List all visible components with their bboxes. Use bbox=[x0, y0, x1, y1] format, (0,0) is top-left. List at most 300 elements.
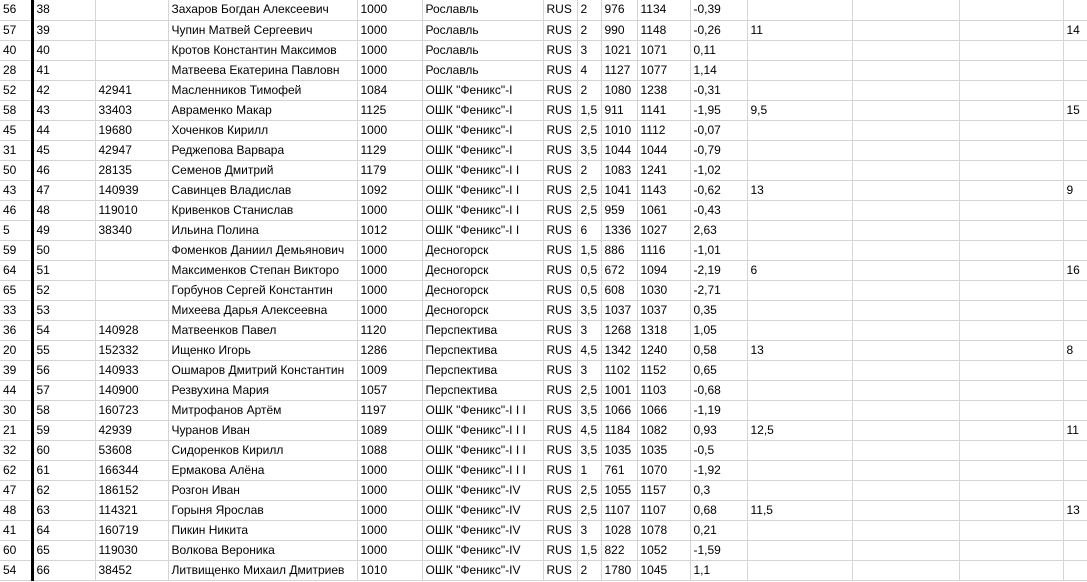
cell-col-blank-1[interactable] bbox=[852, 220, 959, 240]
cell-col-change[interactable]: 1,14 bbox=[690, 60, 747, 80]
cell-col-change[interactable]: -0,68 bbox=[690, 380, 747, 400]
cell-col-team-place[interactable] bbox=[1063, 0, 1087, 20]
cell-col-rating[interactable]: 1000 bbox=[357, 540, 422, 560]
cell-col-new-rating[interactable]: 1134 bbox=[637, 0, 690, 20]
cell-col-perf[interactable]: 1336 bbox=[601, 220, 637, 240]
cell-col-id[interactable]: 42939 bbox=[95, 420, 168, 440]
cell-col-team-place[interactable] bbox=[1063, 380, 1087, 400]
cell-col-blank-1[interactable] bbox=[852, 340, 959, 360]
cell-col-start-rank[interactable]: 48 bbox=[0, 500, 32, 520]
cell-col-country[interactable]: RUS bbox=[543, 20, 577, 40]
cell-col-name[interactable]: Волкова Вероника bbox=[168, 540, 357, 560]
cell-col-name[interactable]: Хоченков Кирилл bbox=[168, 120, 357, 140]
cell-col-new-rating[interactable]: 1241 bbox=[637, 160, 690, 180]
cell-col-points[interactable]: 3 bbox=[577, 360, 601, 380]
cell-col-country[interactable]: RUS bbox=[543, 0, 577, 20]
cell-col-team-place[interactable] bbox=[1063, 440, 1087, 460]
cell-col-team-place[interactable]: 8 bbox=[1063, 340, 1087, 360]
cell-col-team[interactable]: ОШК "Феникс"-I bbox=[422, 120, 543, 140]
cell-col-id[interactable]: 160719 bbox=[95, 520, 168, 540]
cell-col-change[interactable]: 0,93 bbox=[690, 420, 747, 440]
cell-col-new-rating[interactable]: 1078 bbox=[637, 520, 690, 540]
cell-col-rating[interactable]: 1000 bbox=[357, 520, 422, 540]
cell-col-points[interactable]: 4 bbox=[577, 60, 601, 80]
cell-col-blank-1[interactable] bbox=[852, 480, 959, 500]
cell-col-new-rating[interactable]: 1103 bbox=[637, 380, 690, 400]
cell-col-team-score[interactable] bbox=[747, 460, 852, 480]
cell-col-start-rank[interactable]: 41 bbox=[0, 520, 32, 540]
cell-col-points[interactable]: 2,5 bbox=[577, 180, 601, 200]
cell-col-name[interactable]: Чуранов Иван bbox=[168, 420, 357, 440]
cell-col-perf[interactable]: 1066 bbox=[601, 400, 637, 420]
cell-col-number[interactable]: 54 bbox=[32, 320, 95, 340]
cell-col-perf[interactable]: 822 bbox=[601, 540, 637, 560]
cell-col-blank-1[interactable] bbox=[852, 320, 959, 340]
cell-col-new-rating[interactable]: 1240 bbox=[637, 340, 690, 360]
cell-col-start-rank[interactable]: 54 bbox=[0, 560, 32, 580]
cell-col-team[interactable]: Перспектива bbox=[422, 320, 543, 340]
cell-col-blank-2[interactable] bbox=[959, 540, 1063, 560]
cell-col-points[interactable]: 3,5 bbox=[577, 300, 601, 320]
cell-col-perf[interactable]: 1028 bbox=[601, 520, 637, 540]
cell-col-name[interactable]: Максименков Степан Викторо bbox=[168, 260, 357, 280]
cell-col-country[interactable]: RUS bbox=[543, 100, 577, 120]
cell-col-team-place[interactable] bbox=[1063, 360, 1087, 380]
cell-col-name[interactable]: Ильина Полина bbox=[168, 220, 357, 240]
cell-col-points[interactable]: 2 bbox=[577, 0, 601, 20]
cell-col-change[interactable]: -0,5 bbox=[690, 440, 747, 460]
cell-col-team[interactable]: Перспектива bbox=[422, 340, 543, 360]
cell-col-blank-1[interactable] bbox=[852, 360, 959, 380]
cell-col-perf[interactable]: 886 bbox=[601, 240, 637, 260]
cell-col-id[interactable]: 160723 bbox=[95, 400, 168, 420]
cell-col-change[interactable]: -1,19 bbox=[690, 400, 747, 420]
cell-col-new-rating[interactable]: 1071 bbox=[637, 40, 690, 60]
cell-col-new-rating[interactable]: 1148 bbox=[637, 20, 690, 40]
cell-col-perf[interactable]: 1107 bbox=[601, 500, 637, 520]
cell-col-points[interactable]: 1 bbox=[577, 460, 601, 480]
cell-col-blank-2[interactable] bbox=[959, 340, 1063, 360]
cell-col-team-score[interactable]: 11 bbox=[747, 20, 852, 40]
cell-col-team-score[interactable] bbox=[747, 380, 852, 400]
cell-col-team[interactable]: ОШК "Феникс"-I bbox=[422, 100, 543, 120]
cell-col-country[interactable]: RUS bbox=[543, 560, 577, 580]
cell-col-country[interactable]: RUS bbox=[543, 120, 577, 140]
cell-col-change[interactable]: -1,02 bbox=[690, 160, 747, 180]
cell-col-country[interactable]: RUS bbox=[543, 60, 577, 80]
cell-col-perf[interactable]: 1780 bbox=[601, 560, 637, 580]
cell-col-team-score[interactable]: 12,5 bbox=[747, 420, 852, 440]
cell-col-new-rating[interactable]: 1052 bbox=[637, 540, 690, 560]
cell-col-rating[interactable]: 1012 bbox=[357, 220, 422, 240]
cell-col-id[interactable]: 53608 bbox=[95, 440, 168, 460]
cell-col-country[interactable]: RUS bbox=[543, 300, 577, 320]
cell-col-number[interactable]: 38 bbox=[32, 0, 95, 20]
cell-col-perf[interactable]: 1083 bbox=[601, 160, 637, 180]
cell-col-start-rank[interactable]: 43 bbox=[0, 180, 32, 200]
cell-col-change[interactable]: 2,63 bbox=[690, 220, 747, 240]
cell-col-points[interactable]: 2 bbox=[577, 160, 601, 180]
cell-col-blank-2[interactable] bbox=[959, 0, 1063, 20]
cell-col-start-rank[interactable]: 56 bbox=[0, 0, 32, 20]
cell-col-blank-1[interactable] bbox=[852, 40, 959, 60]
cell-col-team-place[interactable]: 15 bbox=[1063, 100, 1087, 120]
cell-col-points[interactable]: 3 bbox=[577, 520, 601, 540]
cell-col-blank-2[interactable] bbox=[959, 100, 1063, 120]
cell-col-team-place[interactable]: 13 bbox=[1063, 500, 1087, 520]
cell-col-rating[interactable]: 1088 bbox=[357, 440, 422, 460]
cell-col-points[interactable]: 2,5 bbox=[577, 380, 601, 400]
cell-col-country[interactable]: RUS bbox=[543, 280, 577, 300]
cell-col-blank-2[interactable] bbox=[959, 120, 1063, 140]
cell-col-blank-1[interactable] bbox=[852, 0, 959, 20]
cell-col-new-rating[interactable]: 1045 bbox=[637, 560, 690, 580]
cell-col-blank-1[interactable] bbox=[852, 140, 959, 160]
cell-col-number[interactable]: 61 bbox=[32, 460, 95, 480]
cell-col-perf[interactable]: 1001 bbox=[601, 380, 637, 400]
cell-col-number[interactable]: 43 bbox=[32, 100, 95, 120]
cell-col-team-score[interactable] bbox=[747, 560, 852, 580]
cell-col-change[interactable]: 0,35 bbox=[690, 300, 747, 320]
cell-col-name[interactable]: Кривенков Станислав bbox=[168, 200, 357, 220]
cell-col-start-rank[interactable]: 50 bbox=[0, 160, 32, 180]
cell-col-team-place[interactable]: 16 bbox=[1063, 260, 1087, 280]
cell-col-team-score[interactable] bbox=[747, 480, 852, 500]
cell-col-name[interactable]: Савинцев Владислав bbox=[168, 180, 357, 200]
cell-col-team[interactable]: Десногорск bbox=[422, 300, 543, 320]
cell-col-start-rank[interactable]: 21 bbox=[0, 420, 32, 440]
cell-col-number[interactable]: 58 bbox=[32, 400, 95, 420]
cell-col-id[interactable] bbox=[95, 20, 168, 40]
cell-col-number[interactable]: 55 bbox=[32, 340, 95, 360]
cell-col-new-rating[interactable]: 1061 bbox=[637, 200, 690, 220]
cell-col-number[interactable]: 41 bbox=[32, 60, 95, 80]
cell-col-perf[interactable]: 911 bbox=[601, 100, 637, 120]
cell-col-perf[interactable]: 990 bbox=[601, 20, 637, 40]
cell-col-blank-2[interactable] bbox=[959, 260, 1063, 280]
cell-col-number[interactable]: 57 bbox=[32, 380, 95, 400]
cell-col-blank-1[interactable] bbox=[852, 520, 959, 540]
cell-col-new-rating[interactable]: 1141 bbox=[637, 100, 690, 120]
cell-col-change[interactable]: -1,92 bbox=[690, 460, 747, 480]
cell-col-number[interactable]: 47 bbox=[32, 180, 95, 200]
cell-col-country[interactable]: RUS bbox=[543, 160, 577, 180]
cell-col-id[interactable]: 28135 bbox=[95, 160, 168, 180]
cell-col-country[interactable]: RUS bbox=[543, 360, 577, 380]
cell-col-team-score[interactable] bbox=[747, 160, 852, 180]
cell-col-name[interactable]: Резвухина Мария bbox=[168, 380, 357, 400]
cell-col-blank-2[interactable] bbox=[959, 20, 1063, 40]
cell-col-team-place[interactable] bbox=[1063, 560, 1087, 580]
cell-col-rating[interactable]: 1120 bbox=[357, 320, 422, 340]
cell-col-name[interactable]: Захаров Богдан Алексеевич bbox=[168, 0, 357, 20]
cell-col-start-rank[interactable]: 62 bbox=[0, 460, 32, 480]
cell-col-change[interactable]: -0,79 bbox=[690, 140, 747, 160]
cell-col-blank-1[interactable] bbox=[852, 440, 959, 460]
cell-col-rating[interactable]: 1000 bbox=[357, 0, 422, 20]
cell-col-team-place[interactable] bbox=[1063, 480, 1087, 500]
cell-col-new-rating[interactable]: 1077 bbox=[637, 60, 690, 80]
cell-col-change[interactable]: 1,1 bbox=[690, 560, 747, 580]
cell-col-blank-2[interactable] bbox=[959, 420, 1063, 440]
cell-col-blank-1[interactable] bbox=[852, 20, 959, 40]
cell-col-team-score[interactable] bbox=[747, 240, 852, 260]
cell-col-team-score[interactable]: 6 bbox=[747, 260, 852, 280]
cell-col-points[interactable]: 6 bbox=[577, 220, 601, 240]
cell-col-rating[interactable]: 1000 bbox=[357, 240, 422, 260]
cell-col-country[interactable]: RUS bbox=[543, 380, 577, 400]
cell-col-perf[interactable]: 1010 bbox=[601, 120, 637, 140]
cell-col-blank-1[interactable] bbox=[852, 120, 959, 140]
cell-col-id[interactable]: 42947 bbox=[95, 140, 168, 160]
cell-col-id[interactable]: 19680 bbox=[95, 120, 168, 140]
cell-col-name[interactable]: Авраменко Макар bbox=[168, 100, 357, 120]
cell-col-blank-2[interactable] bbox=[959, 220, 1063, 240]
cell-col-team[interactable]: Рославль bbox=[422, 20, 543, 40]
cell-col-change[interactable]: -0,07 bbox=[690, 120, 747, 140]
cell-col-team[interactable]: ОШК "Феникс"-I I bbox=[422, 200, 543, 220]
cell-col-team[interactable]: ОШК "Феникс"-I I I bbox=[422, 420, 543, 440]
cell-col-team[interactable]: ОШК "Феникс"-I bbox=[422, 80, 543, 100]
cell-col-country[interactable]: RUS bbox=[543, 400, 577, 420]
cell-col-team-score[interactable] bbox=[747, 200, 852, 220]
cell-col-start-rank[interactable]: 57 bbox=[0, 20, 32, 40]
cell-col-change[interactable]: -0,39 bbox=[690, 0, 747, 20]
cell-col-new-rating[interactable]: 1030 bbox=[637, 280, 690, 300]
cell-col-team-place[interactable]: 11 bbox=[1063, 420, 1087, 440]
cell-col-rating[interactable]: 1000 bbox=[357, 200, 422, 220]
cell-col-blank-2[interactable] bbox=[959, 140, 1063, 160]
cell-col-blank-2[interactable] bbox=[959, 180, 1063, 200]
cell-col-team-score[interactable] bbox=[747, 40, 852, 60]
cell-col-team[interactable]: ОШК "Феникс"-I I bbox=[422, 160, 543, 180]
cell-col-rating[interactable]: 1000 bbox=[357, 480, 422, 500]
cell-col-team-score[interactable]: 9,5 bbox=[747, 100, 852, 120]
cell-col-team[interactable]: ОШК "Феникс"-I I bbox=[422, 180, 543, 200]
cell-col-team[interactable]: Перспектива bbox=[422, 380, 543, 400]
cell-col-perf[interactable]: 1035 bbox=[601, 440, 637, 460]
cell-col-rating[interactable]: 1000 bbox=[357, 300, 422, 320]
cell-col-change[interactable]: 0,3 bbox=[690, 480, 747, 500]
cell-col-blank-1[interactable] bbox=[852, 560, 959, 580]
cell-col-start-rank[interactable]: 5 bbox=[0, 220, 32, 240]
cell-col-points[interactable]: 2,5 bbox=[577, 480, 601, 500]
cell-col-country[interactable]: RUS bbox=[543, 140, 577, 160]
cell-col-new-rating[interactable]: 1082 bbox=[637, 420, 690, 440]
cell-col-perf[interactable]: 1127 bbox=[601, 60, 637, 80]
cell-col-rating[interactable]: 1009 bbox=[357, 360, 422, 380]
cell-col-points[interactable]: 2 bbox=[577, 20, 601, 40]
cell-col-team[interactable]: ОШК "Феникс"-I bbox=[422, 140, 543, 160]
cell-col-rating[interactable]: 1000 bbox=[357, 500, 422, 520]
cell-col-number[interactable]: 53 bbox=[32, 300, 95, 320]
cell-col-name[interactable]: Сидоренков Кирилл bbox=[168, 440, 357, 460]
cell-col-blank-2[interactable] bbox=[959, 200, 1063, 220]
cell-col-perf[interactable]: 761 bbox=[601, 460, 637, 480]
cell-col-number[interactable]: 50 bbox=[32, 240, 95, 260]
cell-col-id[interactable]: 33403 bbox=[95, 100, 168, 120]
cell-col-start-rank[interactable]: 33 bbox=[0, 300, 32, 320]
cell-col-team[interactable]: ОШК "Феникс"-IV bbox=[422, 540, 543, 560]
cell-col-blank-2[interactable] bbox=[959, 560, 1063, 580]
cell-col-blank-2[interactable] bbox=[959, 480, 1063, 500]
cell-col-change[interactable]: -2,19 bbox=[690, 260, 747, 280]
cell-col-points[interactable]: 3,5 bbox=[577, 140, 601, 160]
cell-col-rating[interactable]: 1000 bbox=[357, 60, 422, 80]
cell-col-country[interactable]: RUS bbox=[543, 80, 577, 100]
cell-col-team-place[interactable] bbox=[1063, 400, 1087, 420]
cell-col-country[interactable]: RUS bbox=[543, 520, 577, 540]
cell-col-name[interactable]: Ищенко Игорь bbox=[168, 340, 357, 360]
cell-col-change[interactable]: -1,01 bbox=[690, 240, 747, 260]
cell-col-id[interactable] bbox=[95, 60, 168, 80]
cell-col-change[interactable]: -0,43 bbox=[690, 200, 747, 220]
cell-col-country[interactable]: RUS bbox=[543, 480, 577, 500]
cell-col-blank-1[interactable] bbox=[852, 300, 959, 320]
cell-col-start-rank[interactable]: 52 bbox=[0, 80, 32, 100]
cell-col-rating[interactable]: 1084 bbox=[357, 80, 422, 100]
cell-col-blank-2[interactable] bbox=[959, 500, 1063, 520]
cell-col-blank-1[interactable] bbox=[852, 380, 959, 400]
cell-col-perf[interactable]: 959 bbox=[601, 200, 637, 220]
cell-col-team-place[interactable] bbox=[1063, 200, 1087, 220]
cell-col-id[interactable]: 140928 bbox=[95, 320, 168, 340]
cell-col-blank-2[interactable] bbox=[959, 280, 1063, 300]
cell-col-points[interactable]: 4,5 bbox=[577, 420, 601, 440]
cell-col-team-place[interactable] bbox=[1063, 60, 1087, 80]
cell-col-id[interactable]: 38340 bbox=[95, 220, 168, 240]
cell-col-change[interactable]: -0,62 bbox=[690, 180, 747, 200]
cell-col-start-rank[interactable]: 60 bbox=[0, 540, 32, 560]
cell-col-change[interactable]: -0,31 bbox=[690, 80, 747, 100]
cell-col-number[interactable]: 48 bbox=[32, 200, 95, 220]
cell-col-perf[interactable]: 1080 bbox=[601, 80, 637, 100]
cell-col-team-score[interactable] bbox=[747, 120, 852, 140]
cell-col-team-score[interactable] bbox=[747, 360, 852, 380]
cell-col-new-rating[interactable]: 1044 bbox=[637, 140, 690, 160]
cell-col-name[interactable]: Розгон Иван bbox=[168, 480, 357, 500]
cell-col-start-rank[interactable]: 31 bbox=[0, 140, 32, 160]
cell-col-number[interactable]: 64 bbox=[32, 520, 95, 540]
cell-col-new-rating[interactable]: 1066 bbox=[637, 400, 690, 420]
cell-col-number[interactable]: 40 bbox=[32, 40, 95, 60]
cell-col-start-rank[interactable]: 39 bbox=[0, 360, 32, 380]
cell-col-id[interactable] bbox=[95, 300, 168, 320]
cell-col-id[interactable]: 140939 bbox=[95, 180, 168, 200]
cell-col-name[interactable]: Кротов Константин Максимов bbox=[168, 40, 357, 60]
cell-col-start-rank[interactable]: 45 bbox=[0, 120, 32, 140]
cell-col-blank-1[interactable] bbox=[852, 260, 959, 280]
cell-col-new-rating[interactable]: 1035 bbox=[637, 440, 690, 460]
cell-col-country[interactable]: RUS bbox=[543, 340, 577, 360]
cell-col-perf[interactable]: 1041 bbox=[601, 180, 637, 200]
cell-col-number[interactable]: 63 bbox=[32, 500, 95, 520]
cell-col-change[interactable]: 1,05 bbox=[690, 320, 747, 340]
cell-col-start-rank[interactable]: 59 bbox=[0, 240, 32, 260]
cell-col-country[interactable]: RUS bbox=[543, 420, 577, 440]
cell-col-team-score[interactable] bbox=[747, 520, 852, 540]
cell-col-points[interactable]: 1,5 bbox=[577, 100, 601, 120]
cell-col-new-rating[interactable]: 1318 bbox=[637, 320, 690, 340]
cell-col-perf[interactable]: 1055 bbox=[601, 480, 637, 500]
cell-col-rating[interactable]: 1092 bbox=[357, 180, 422, 200]
cell-col-number[interactable]: 39 bbox=[32, 20, 95, 40]
cell-col-team-place[interactable] bbox=[1063, 80, 1087, 100]
cell-col-name[interactable]: Матвеева Екатерина Павловн bbox=[168, 60, 357, 80]
cell-col-id[interactable] bbox=[95, 0, 168, 20]
cell-col-country[interactable]: RUS bbox=[543, 40, 577, 60]
cell-col-team-place[interactable] bbox=[1063, 460, 1087, 480]
cell-col-blank-1[interactable] bbox=[852, 540, 959, 560]
cell-col-rating[interactable]: 1000 bbox=[357, 40, 422, 60]
cell-col-team-score[interactable] bbox=[747, 0, 852, 20]
cell-col-start-rank[interactable]: 40 bbox=[0, 40, 32, 60]
cell-col-blank-2[interactable] bbox=[959, 40, 1063, 60]
cell-col-new-rating[interactable]: 1037 bbox=[637, 300, 690, 320]
cell-col-team-score[interactable] bbox=[747, 400, 852, 420]
cell-col-id[interactable]: 140900 bbox=[95, 380, 168, 400]
cell-col-start-rank[interactable]: 47 bbox=[0, 480, 32, 500]
cell-col-team[interactable]: ОШК "Феникс"-I I bbox=[422, 220, 543, 240]
cell-col-id[interactable]: 152332 bbox=[95, 340, 168, 360]
cell-col-team-score[interactable] bbox=[747, 140, 852, 160]
cell-col-id[interactable]: 38452 bbox=[95, 560, 168, 580]
cell-col-team[interactable]: ОШК "Феникс"-IV bbox=[422, 520, 543, 540]
cell-col-team-score[interactable] bbox=[747, 280, 852, 300]
cell-col-number[interactable]: 56 bbox=[32, 360, 95, 380]
cell-col-team-place[interactable] bbox=[1063, 320, 1087, 340]
cell-col-team-place[interactable] bbox=[1063, 280, 1087, 300]
cell-col-rating[interactable]: 1000 bbox=[357, 280, 422, 300]
cell-col-name[interactable]: Литвищенко Михаил Дмитриев bbox=[168, 560, 357, 580]
cell-col-id[interactable] bbox=[95, 240, 168, 260]
cell-col-blank-1[interactable] bbox=[852, 180, 959, 200]
cell-col-number[interactable]: 52 bbox=[32, 280, 95, 300]
cell-col-blank-2[interactable] bbox=[959, 380, 1063, 400]
cell-col-blank-1[interactable] bbox=[852, 60, 959, 80]
cell-col-id[interactable]: 42941 bbox=[95, 80, 168, 100]
cell-col-id[interactable]: 119030 bbox=[95, 540, 168, 560]
cell-col-blank-2[interactable] bbox=[959, 300, 1063, 320]
cell-col-points[interactable]: 3 bbox=[577, 320, 601, 340]
cell-col-team[interactable]: Рославль bbox=[422, 40, 543, 60]
cell-col-change[interactable]: -0,26 bbox=[690, 20, 747, 40]
cell-col-team[interactable]: ОШК "Феникс"-I I I bbox=[422, 460, 543, 480]
cell-col-blank-2[interactable] bbox=[959, 240, 1063, 260]
cell-col-blank-2[interactable] bbox=[959, 160, 1063, 180]
cell-col-blank-1[interactable] bbox=[852, 100, 959, 120]
cell-col-team[interactable]: ОШК "Феникс"-IV bbox=[422, 560, 543, 580]
cell-col-team-score[interactable]: 11,5 bbox=[747, 500, 852, 520]
cell-col-id[interactable]: 119010 bbox=[95, 200, 168, 220]
cell-col-number[interactable]: 46 bbox=[32, 160, 95, 180]
cell-col-new-rating[interactable]: 1152 bbox=[637, 360, 690, 380]
cell-col-rating[interactable]: 1000 bbox=[357, 120, 422, 140]
cell-col-blank-2[interactable] bbox=[959, 520, 1063, 540]
cell-col-number[interactable]: 60 bbox=[32, 440, 95, 460]
cell-col-name[interactable]: Чупин Матвей Сергеевич bbox=[168, 20, 357, 40]
cell-col-perf[interactable]: 1184 bbox=[601, 420, 637, 440]
cell-col-rating[interactable]: 1010 bbox=[357, 560, 422, 580]
cell-col-number[interactable]: 65 bbox=[32, 540, 95, 560]
cell-col-team-place[interactable] bbox=[1063, 540, 1087, 560]
cell-col-start-rank[interactable]: 46 bbox=[0, 200, 32, 220]
cell-col-start-rank[interactable]: 64 bbox=[0, 260, 32, 280]
cell-col-perf[interactable]: 1268 bbox=[601, 320, 637, 340]
cell-col-team-score[interactable]: 13 bbox=[747, 340, 852, 360]
cell-col-start-rank[interactable]: 30 bbox=[0, 400, 32, 420]
cell-col-country[interactable]: RUS bbox=[543, 440, 577, 460]
